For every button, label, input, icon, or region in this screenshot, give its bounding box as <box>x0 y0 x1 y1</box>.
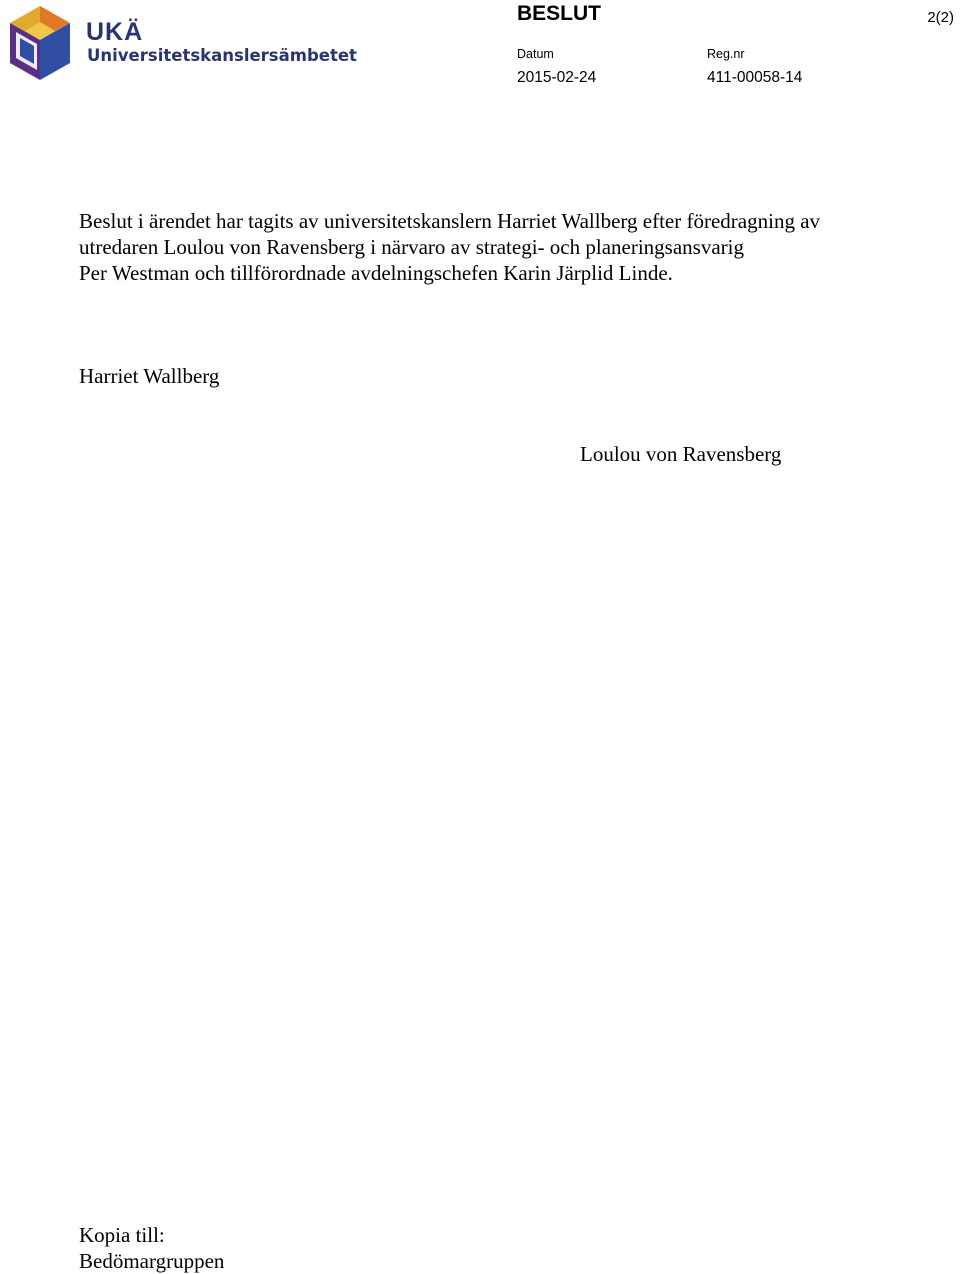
copy-to-label: Kopia till: <box>79 1223 165 1247</box>
paragraph-line: utredaren Loulou von Ravensberg i närvaro av strategi- och planeringsansvarig <box>79 235 744 259</box>
uka-logo-icon <box>4 4 76 82</box>
signature-rapporteur: Loulou von Ravensberg <box>580 442 782 466</box>
reg-number-label: Reg.nr <box>707 47 745 61</box>
reg-number-value: 411-00058-14 <box>707 69 803 86</box>
document-type: BESLUT <box>517 2 601 25</box>
copy-to-block <box>79 1222 224 1274</box>
paragraph-line: Per Westman och tillförordnade avdelningschefen Karin Järplid Linde. <box>79 261 673 285</box>
decision-paragraph <box>79 208 879 286</box>
copy-to-recipient: Bedömargruppen <box>79 1249 225 1273</box>
paragraph-line: Beslut i ärendet har tagits av universitetskanslern Harriet Wallberg efter föredragning av <box>79 209 821 233</box>
date-value: 2015-02-24 <box>517 69 597 86</box>
logo-abbreviation: UKÄ <box>86 18 144 46</box>
logo-full-name: Universitetskanslersämbetet <box>87 46 357 65</box>
date-label: Datum <box>517 47 554 61</box>
uka-logo <box>4 4 357 84</box>
signature-decision-maker: Harriet Wallberg <box>79 364 220 388</box>
page-number: 2(2) <box>927 9 954 26</box>
